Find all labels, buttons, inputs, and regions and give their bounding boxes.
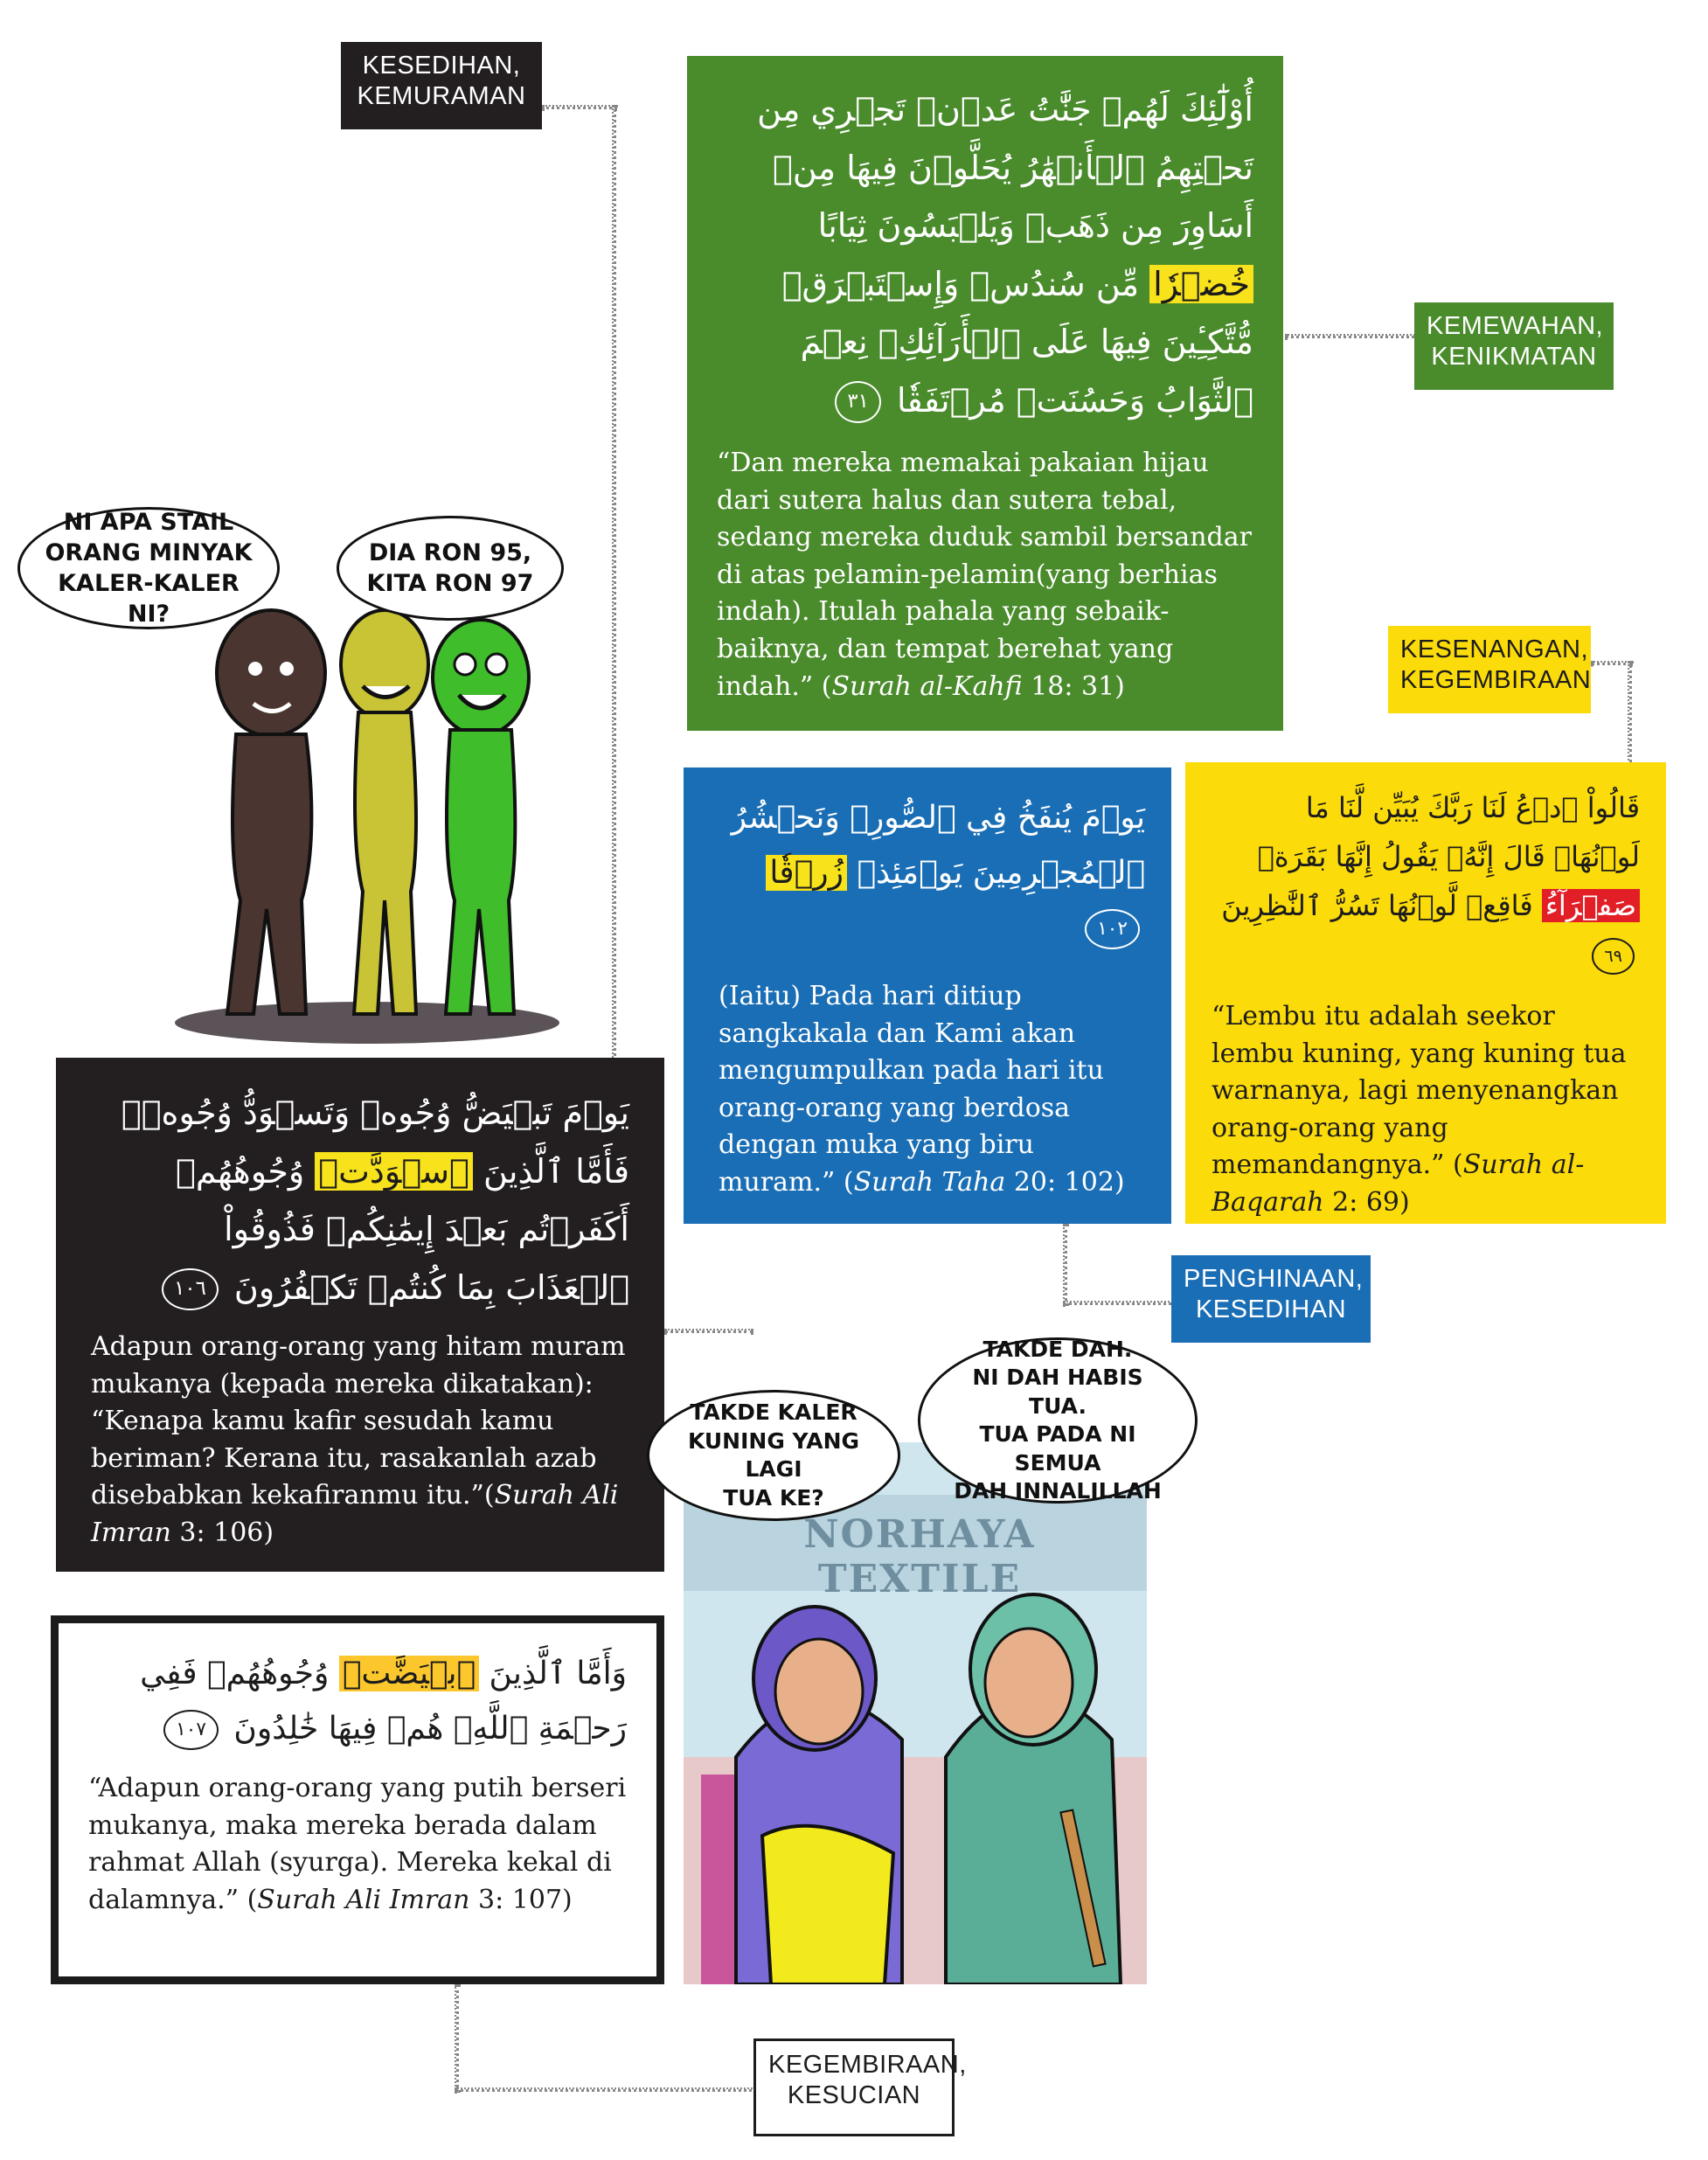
arabic-verse: يَوۡمَ تَبۡيَضُّ وُجُوهٞ وَتَسۡوَدُّ وُجُوهٞۚ فَأَمَّا ٱلَّذِينَ ٱسۡوَدَّتۡ وُجُوهُهُمۡ أَكَفَرۡتُم بَعۡدَ إِيمَٰنِكُمۡ فَذُوقُواْ ٱلۡعَذَابَ بِمَا كُنتُمۡ تَكۡفُرُونَ ١٠٦ (91, 1084, 629, 1316)
shop-sign: NORHAYA TEXTILE (803, 1512, 1036, 1601)
dark-character (217, 610, 325, 1014)
arabic-verse: وَأَمَّا ٱلَّذِينَ ٱبۡيَضَّتۡ وُجُوهُهُمۡ فَفِي رَحۡمَةِ ٱللَّهِۖ هُمۡ فِيهَا خَٰلِدُونَ ١٠٧ (88, 1646, 627, 1756)
verse-box-blue (684, 767, 1171, 1224)
woman-green-hijab (946, 1594, 1121, 1984)
highlight-ibyaddat: ٱبۡيَضَّتۡ (339, 1656, 479, 1691)
highlight-safra: صَفۡرَآءُ (1542, 889, 1640, 922)
arabic-verse: أُوْلَٰٓئِكَ لَهُمۡ جَنَّٰتُ عَدۡنٖ تَجۡرِي مِن تَحۡتِهِمُ ٱلۡأَنۡهَٰرُ يُحَلَّوۡنَ فِيهَا مِنۡ أَسَاوِرَ مِن ذَهَبٖ وَيَلۡبَسُونَ ثِيَابًا خُضۡرٗا مِّن سُندُسٖ وَإِسۡتَبۡرَقٖ مُّتَّكِـِٔينَ فِيهَا عَلَى ٱلۡأَرَآئِكِۚ نِعۡمَ ٱلثَّوَابُ وَحَسُنَتۡ مُرۡتَفَقٗا ٣١ (717, 80, 1253, 429)
highlight-khudran: خُضۡرٗا (1149, 265, 1253, 303)
verse-box-green (687, 56, 1283, 731)
comic-top (17, 490, 577, 1049)
green-character (433, 620, 529, 1014)
highlight-iswaddat: ٱسۡوَدَّتۡ (315, 1152, 473, 1191)
speech-bubble-right: TAKDE DAH. NI DAH HABIS TUA. TUA PADA NI SEMUA INNALILLAH (918, 1337, 1198, 1504)
highlight-zurqan: زُرۡقٗا (766, 855, 847, 891)
connector-kesenangan (1591, 661, 1633, 665)
connector-kemewahan (1285, 334, 1421, 338)
connector-penghinaan (1063, 1224, 1067, 1306)
verse-box-black (56, 1058, 664, 1572)
label-kegembiraan-kesucian: KEGEMBIRAAN, KESUCIAN (753, 2038, 955, 2136)
ayah-number: ٦٩ (1592, 938, 1635, 975)
translation: (Iaitu) Pada hari ditiup sangkakala dan Kami akan mengumpulkan pada hari itu orang-orang yang berdosa dengan muka yang biru muram.” (Surah Taha 20: 102) (719, 981, 1125, 1198)
label-kemewahan-kenikmatan: KEMEWAHAN, KENIKMATAN (1414, 302, 1614, 390)
connector-kegembiraan (455, 1984, 459, 2093)
connector-black-box (664, 1329, 753, 1333)
connector-kesenangan-vertical (1628, 661, 1632, 767)
connector-penghinaan-horizontal (1063, 1301, 1177, 1305)
speech-bubble-left: TAKDE KALER KUNING YANG LAGI TUA KE? (647, 1390, 900, 1521)
connector-kegembiraan-horizontal (455, 2087, 759, 2092)
translation: Adapun orang-orang yang hitam muram mukanya (kepada mereka dikatakan): “Kenapa kamu kafir sesudah kamu beriman? Kerana itu, rasakanlah azab disebabkan kekafiranmu itu.”(Surah Ali Imran 3: 106) (91, 1331, 626, 1548)
label-kesedihan-kemuraman: KESEDIHAN, KEMURAMAN (341, 42, 542, 129)
verse-box-white (51, 1615, 664, 1984)
translation: “Adapun orang-orang yang putih berseri mukanya, maka mereka berada dalam rahmat Allah (syurga). Mereka kekal di dalamnya.” (Surah Ali Imran 3: 107) (88, 1773, 627, 1915)
yellow-character (341, 610, 428, 1014)
arabic-verse: يَوۡمَ يُنفَخُ فِي ٱلصُّورِۚ وَنَحۡشُرُ ٱلۡمُجۡرِمِينَ يَوۡمَئِذٖ زُرۡقٗا ١٠٢ (710, 790, 1145, 955)
connector-kesedihan (542, 105, 617, 109)
label-kesenangan-kegembiraan: KESENANGAN, KEGEMBIRAAN (1388, 626, 1591, 713)
verse-box-yellow (1185, 762, 1666, 1224)
speech-bubble-left: NI APA STAIL ORANG MINYAK KALER-KALER NI? (17, 507, 280, 629)
speech-bubble-right: DIA RON 95, KITA RON 97 (337, 516, 564, 621)
ayah-number: ١٠٧ (163, 1710, 219, 1750)
translation: “Dan mereka memakai pakaian hijau dari sutera halus dan sutera tebal, sedang mereka duduk sambil bersandar di atas pelamin-pelamin(yang berhias indah). Itulah pahala yang sebaik-baiknya, dan tempat berehat yang indah.” (Surah al-Kahfi 18: 31) (717, 448, 1252, 702)
label-penghinaan-kesedihan: PENGHINAAN, KESEDIHAN (1171, 1255, 1371, 1343)
ayah-number: ١٠٦ (162, 1268, 219, 1310)
comic-bottom (684, 1442, 1147, 1984)
ayah-number: ٣١ (835, 381, 881, 423)
connector-kesedihan-vertical (612, 105, 616, 1072)
translation: “Lembu itu adalah seekor lembu kuning, yang kuning tua warnanya, lagi menyenangkan orang-orang yang memandangnya.” (Surah al-Baqarah 2: 69) (1212, 1001, 1627, 1218)
arabic-verse: قَالُواْ ٱدۡعُ لَنَا رَبَّكَ يُبَيِّن لَّنَا مَا لَوۡنُهَاۚ قَالَ إِنَّهُۥ يَقُولُ إِنَّهَا بَقَرَةٞ صَفۡرَآءُ فَاقِعٞ لَّوۡنُهَا تَسُرُّ ٱلنَّٰظِرِينَ ٦٩ (1212, 783, 1640, 979)
ayah-number: ١٠٢ (1085, 909, 1140, 949)
